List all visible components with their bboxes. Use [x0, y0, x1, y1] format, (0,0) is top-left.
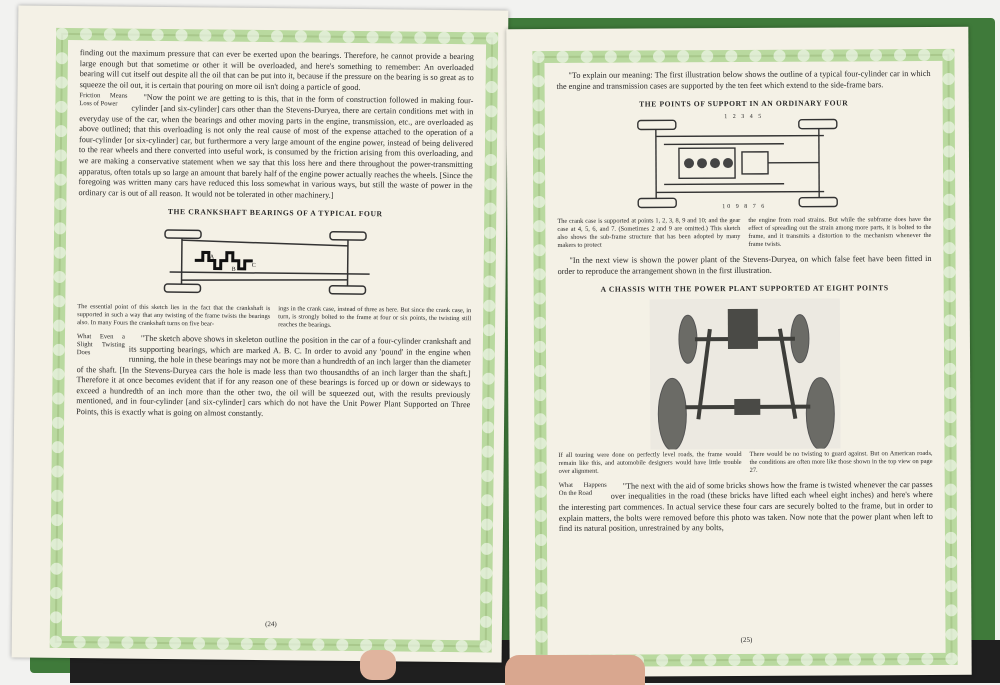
right-page — [506, 27, 971, 677]
hand — [505, 655, 645, 685]
right-figure-heading-2: A CHASSIS WITH THE POWER PLANT SUPPORTED AT EIGHT POINTS — [558, 283, 932, 296]
photo-caption-left: If all touring were done on perfectly level roads, the frame would remain like this, and automobile designers would have little trouble over alignment. — [559, 451, 742, 476]
left-page-number: (24) — [74, 617, 468, 632]
right-figure-heading-1: THE POINTS OF SUPPORT IN AN ORDINARY FOUR — [557, 98, 931, 111]
left-caption-left: The essential point of this sketch lies in the fact that the crankshaft is supported in such a way that any twisting of the frame twists the bearings also. In many Fours the crankshaft turns on five bear- — [77, 303, 270, 329]
right-page-number: (25) — [559, 634, 933, 647]
svg-text:B: B — [232, 267, 236, 273]
left-page-border — [50, 28, 498, 653]
left-figure-heading: THE CRANKSHAFT BEARINGS OF A TYPICAL FOUR — [78, 206, 472, 221]
figure-labels-bottom: 10 9 8 7 6 — [557, 201, 931, 214]
svg-text:C: C — [252, 263, 256, 269]
thumb — [360, 650, 396, 680]
photo-caption-right: There would be no twisting to guard against. But on American roads, the conditions are often more like those shown in the top view on page 27. — [750, 450, 933, 475]
left-caption-right: ings in the crank case, instead of three as here. But since the crank case, in turn, is strongly bolted to the frame at four or six points, the twisting still reaches the bearings. — [278, 305, 471, 331]
right-side-note: What Happens On the Road — [559, 481, 607, 497]
left-side-note-1: Friction Means Loss of Power — [79, 92, 127, 109]
left-intro-text: finding out the maximum pressure that can ever be exerted upon the bearings. Therefore, he cannot provide a bearing large enough but that sometime or other it will be overloaded, and here's something to remember: An overloaded bearing will cut itself out despite all the oil that can be put into it, because if the pressure on the bearing is so great as to squeeze the oil out, it is certain that pouring on more oil isn't doing a particle of good. — [80, 48, 474, 94]
right-paragraph-2: "The next with the aid of some bricks shows how the frame is twisted whenever the car passes over inequalities in the road (these bricks have lifted each wheel eight inches) and here's where the interesting part commences. In actual service these four cars are securely bolted to the frame, but in order to explain matters, the bolts were removed before this photo was taken. Now note that the power plant when left to find its natural position, unrestrained by any bolts, — [559, 480, 933, 533]
left-side-note-2: What Even a Slight Twisting Does — [77, 333, 125, 358]
right-intro-text: "To explain our meaning: The first illustration below shows the outline of a typical four-cylinder car in which the engine and transmission cases are supported by the ten feet which extend to the side-frame bars. — [557, 69, 931, 92]
right-caption-left: The crank case is supported at points 1, 2, 3, 8, 9 and 10; and the gear case at 4, 5, 6, and 7. (Sometimes 2 and 9 are omitted.) This sketch also shows the sub-frame structure that has been adopted by many makers to protect — [557, 217, 740, 250]
figure-labels-top: 1 2 3 4 5 — [557, 111, 931, 124]
left-paragraph-1: "Now the point we are getting to is this, that in the form of construction followed in making four-cylinder [and six-cylinder] cars other than the Stevens-Duryea, there are certain conditions met with in everyday use of the car, when the bearings and other moving parts in the engine, transmission, etc., are overloaded as above outlined; that this overloading is not only the real cause of most of the expense attached to the operation of a four-cylinder [or six-cylinder] car, but furthermore a very large amount of the engine power, instead of being delivered to the rear wheels and there converted into useful work, is consumed by the friction arising from this overloading, and we are making a conservative statement when we say that this loss here and there throughout the power-transmitting apparatus, often totals up so large an amount that barely half of the engine power actually reaches the wheels. [Since the foregoing was written many cars have reduced this loss somewhat in various ways, but still the waste of power in the ordinary car is out of all reason. It would not be tolerated in other machinery.] — [78, 93, 473, 199]
svg-text:A: A — [210, 254, 215, 260]
crankshaft-sketch — [159, 222, 390, 304]
right-page-border — [532, 49, 957, 667]
right-paragraph-1: "In the next view is shown the power plant of the Stevens-Duryea, on which false feet have been fitted in order to reproduce the arrangement shown in the first illustration. — [557, 254, 931, 277]
chassis-photo — [650, 298, 841, 449]
right-caption-right: the engine from road strains. But while the subframe does have the effect of spreading out the strain among more parts, it is bolted to the frame, and it transmits a distortion to the mechanism whenever the frame twists. — [748, 216, 931, 249]
left-page — [12, 5, 509, 662]
points-of-support-sketch — [634, 113, 855, 214]
left-paragraph-2: "The sketch above shows in skeleton outline the position in the car of a four-cylinder crankshaft and its supporting bearings, which are marked A. B. C. In order to avoid any 'pound' in the engine when running, the hole in these bearings may not be more than a hundredth of an inch larger than the diameter of the shaft. [In the Stevens-Duryea cars the hole is made less than two thousandths of an inch larger than the shaft.] Therefore it at once becomes evident that if for any reason one of these bearings is forced up or down or sideways to exceed a hundredth of an inch more than the other two, the oil will be squeezed out, with the results previously mentioned, and in four-cylinder [and six-cylinder] cars which do not have the Unit Power Plant Supported on Three Points, this is exactly what is going on almost constantly. — [76, 334, 471, 418]
